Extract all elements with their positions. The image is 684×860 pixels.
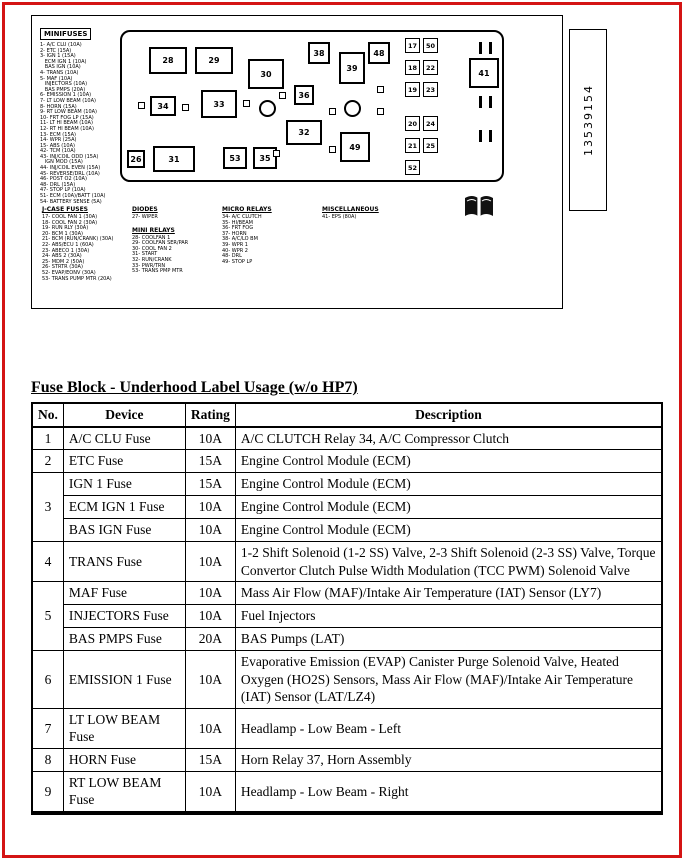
table-row [32, 427, 662, 450]
rating-cell: 15A [185, 473, 235, 496]
legend-line: 8- HORN (15A) [40, 103, 77, 110]
fuse-slot-17 [405, 38, 420, 53]
row-number-cell: 7 [32, 708, 63, 748]
desc-cell: Mass Air Flow (MAF)/Intake Air Temperature (IAT) Sensor (LY7) [235, 582, 662, 605]
legend-line: 36- FRT FOG [222, 225, 254, 232]
rating-cell: 10A [185, 542, 235, 582]
rating-cell: 20A [185, 628, 235, 651]
fuse-slot-label: 48 [373, 48, 385, 58]
row-number-cell: 6 [32, 651, 63, 709]
fuse-clip-icon [479, 42, 492, 54]
fuse-slot-label: 35 [259, 153, 271, 163]
row-number-cell: 1 [32, 427, 63, 450]
mini-slot-square [329, 146, 336, 153]
header-no: No. [32, 403, 63, 427]
diodes-minirelays-legend [132, 206, 218, 275]
row-number-cell: 4 [32, 542, 63, 582]
device-cell: IGN 1 Fuse [63, 473, 185, 496]
row-number-cell: 3 [32, 473, 63, 542]
legend-line: 46- POST O2 (10A) [40, 176, 87, 183]
legend-line: 41- EPS (80A) [322, 214, 357, 220]
fuse-slot-label: 32 [298, 128, 310, 137]
fuse-slot-22 [423, 60, 438, 75]
fuse-clip-icon [479, 130, 492, 142]
legend-line: 48- DRL (15A) [40, 181, 76, 188]
legend-line: 45- REVERSE/DRL (10A) [40, 170, 100, 177]
part-number-label [569, 29, 607, 211]
fuse-slot-label: 30 [260, 69, 272, 79]
legend-line: 20- BCM 1 (30A) [42, 230, 83, 237]
fuse-slot-39 [339, 52, 365, 84]
jcase-title: J-CASE FUSES [42, 206, 88, 213]
relay-circle [344, 100, 361, 117]
legend-line: 12- RT HI BEAM (10A) [40, 125, 94, 132]
legend-line: 53- TRANS PUMP MTR (20A) [42, 275, 112, 282]
legend-line: 47- STOP LP (10A) [40, 187, 86, 194]
fuse-slot-label: 20 [407, 119, 418, 128]
legend-line: 35- HI/BEAM [222, 219, 253, 226]
fuse-block-diagram [31, 15, 563, 309]
device-cell: LT LOW BEAM Fuse [63, 708, 185, 748]
legend-line: 43- INJ/COIL ODD (15A) [40, 153, 99, 160]
fuse-slot-52 [405, 160, 420, 175]
fuse-slot-label: 23 [425, 85, 436, 94]
legend-line: 22- ABS/ECU 1 (60A) [42, 241, 94, 248]
fuse-slot-18 [405, 60, 420, 75]
fuse-slot-48 [368, 42, 390, 64]
legend-line: 5- MAF (10A) [40, 75, 73, 82]
row-number-cell: 5 [32, 582, 63, 651]
fuse-slot-label: 31 [168, 154, 180, 164]
legend-line: IGN MOD (15A) [40, 159, 83, 166]
mini-slot-square [279, 92, 286, 99]
part-number-text: 13539154 [581, 84, 595, 156]
micro-relays-list [222, 215, 312, 265]
legend-line: 1- A/C CLU (10A) [40, 42, 82, 48]
fuse-table-body [32, 427, 662, 813]
fuse-slot-label: 53 [229, 153, 241, 163]
legend-line: 38- A/C/LO BM [222, 236, 258, 243]
desc-cell: BAS Pumps (LAT) [235, 628, 662, 651]
legend-line: 30- COOL FAN 2 [132, 245, 172, 252]
rating-cell: 10A [185, 496, 235, 519]
minifuse-legend [40, 21, 120, 205]
table-title: Fuse Block - Underhood Label Usage (w/o HP7) [31, 379, 358, 396]
table-row [32, 605, 662, 628]
fuse-slot-label: 21 [407, 141, 418, 150]
legend-line: 15- ABS (10A) [40, 142, 75, 149]
desc-cell: Horn Relay 37, Horn Assembly [235, 748, 662, 771]
rating-cell: 10A [185, 519, 235, 542]
legend-line: ECM IGN 1 (10A) [40, 58, 87, 65]
fuse-slot-29 [195, 47, 233, 74]
misc-list [322, 215, 412, 221]
table-header-row [32, 403, 662, 427]
fuse-slot-label: 22 [425, 63, 436, 72]
table-row [32, 496, 662, 519]
legend-line: 54- BATTERY SENSE (5A) [40, 198, 102, 205]
legend-line: 39- WPR 1 [222, 241, 248, 248]
fuse-slot-label: 50 [425, 41, 436, 50]
jcase-legend [42, 206, 130, 282]
misc-title: MISCELLANEOUS [322, 206, 379, 213]
rating-cell: 10A [185, 771, 235, 813]
legend-line: 4- TRANS (10A) [40, 69, 79, 76]
legend-line: 44- INJ/COIL EVEN (15A) [40, 165, 101, 172]
device-cell: ECM IGN 1 Fuse [63, 496, 185, 519]
header-device: Device [63, 403, 185, 427]
device-cell: TRANS Fuse [63, 542, 185, 582]
fuse-clip-icon [479, 96, 492, 108]
rating-cell: 10A [185, 651, 235, 709]
table-row [32, 450, 662, 473]
desc-cell: Engine Control Module (ECM) [235, 450, 662, 473]
fuse-slot-label: 25 [425, 141, 436, 150]
diodes-title: DIODES [132, 206, 158, 213]
fuse-usage-table [31, 402, 663, 815]
legend-line: 40- WPR 2 [222, 247, 248, 254]
fuse-slot-label: 52 [407, 163, 418, 172]
legend-line: 52- EVAP/EONV (30A) [42, 269, 96, 276]
fuse-slot-label: 29 [208, 56, 220, 65]
fuse-slot-32 [286, 120, 322, 145]
desc-cell: Fuel Injectors [235, 605, 662, 628]
fuse-slot-label: 34 [157, 101, 169, 111]
mini-relays-title: MINI RELAYS [132, 226, 175, 234]
fuse-slot-25 [423, 138, 438, 153]
fuse-slot-30 [248, 59, 284, 89]
row-number-cell: 9 [32, 771, 63, 813]
desc-cell: Engine Control Module (ECM) [235, 519, 662, 542]
minifuse-list [40, 43, 120, 205]
fuse-slot-38 [308, 42, 330, 64]
legend-line: 51- ECM (10A)/BATT (10A) [40, 193, 106, 200]
fuse-slot-20 [405, 116, 420, 131]
legend-line: 42- TCM (10A) [40, 148, 76, 155]
device-cell: INJECTORS Fuse [63, 605, 185, 628]
row-number-cell: 8 [32, 748, 63, 771]
fuse-slot-28 [149, 47, 187, 74]
header-rating: Rating [185, 403, 235, 427]
table-row [32, 519, 662, 542]
fuse-slot-label: 24 [425, 119, 436, 128]
desc-cell: Engine Control Module (ECM) [235, 496, 662, 519]
table-row [32, 771, 662, 813]
fuse-slot-label: 39 [346, 63, 358, 73]
desc-cell: A/C CLUTCH Relay 34, A/C Compressor Clutch [235, 427, 662, 450]
relay-circle [259, 100, 276, 117]
page [2, 2, 682, 858]
rating-cell: 10A [185, 605, 235, 628]
fuse-slot-23 [423, 82, 438, 97]
legend-line: 33- PWR/TRN [132, 262, 166, 269]
rating-cell: 10A [185, 708, 235, 748]
legend-line: 34- A/C CLUTCH [222, 214, 262, 220]
legend-line: 9- RT LOW BEAM (10A) [40, 109, 98, 116]
legend-line: 53- TRANS PMP MTR [132, 268, 183, 275]
device-cell: HORN Fuse [63, 748, 185, 771]
legend-line: 49- STOP LP [222, 258, 253, 265]
legend-line: 23- ABECO 1 (30A) [42, 247, 90, 254]
minifuses-title: MINIFUSES [40, 28, 91, 40]
fuse-slot-19 [405, 82, 420, 97]
micro-relays-title: MICRO RELAYS [222, 206, 272, 213]
legend-line: 2- ETC (15A) [40, 47, 72, 54]
row-number-cell: 2 [32, 450, 63, 473]
device-cell: MAF Fuse [63, 582, 185, 605]
table-row [32, 582, 662, 605]
table-row [32, 708, 662, 748]
rating-cell: 15A [185, 748, 235, 771]
legend-line: 24- ABS 2 (30A) [42, 253, 82, 260]
fuse-slot-41 [469, 58, 499, 88]
device-cell: EMISSION 1 Fuse [63, 651, 185, 709]
mini-slot-square [329, 108, 336, 115]
desc-cell: Headlamp - Low Beam - Right [235, 771, 662, 813]
fuse-slot-36 [294, 85, 314, 105]
micro-relays-legend [222, 206, 312, 265]
legend-line: 19- RUN RLY (30A) [42, 225, 89, 232]
device-cell: RT LOW BEAM Fuse [63, 771, 185, 813]
desc-cell: Evaporative Emission (EVAP) Canister Purge Solenoid Valve, Heated Oxygen (HO2S) Sensors, Mass Air Flow (MAF)/Intake Air Temperature (IAT) Sensor (LAT/LZ4) [235, 651, 662, 709]
fuse-slot-label: 28 [162, 56, 174, 65]
fuse-slot-label: 17 [407, 41, 418, 50]
legend-line: 48- DRL [222, 253, 242, 260]
legend-line: 27- WIPER [132, 214, 158, 220]
legend-line: 11- LT HI BEAM (10A) [40, 120, 93, 127]
mini-slot-square [182, 104, 189, 111]
legend-line: INJECTORS (10A) [40, 81, 88, 88]
fuse-slot-53 [223, 147, 247, 169]
mini-slot-square [377, 108, 384, 115]
fuse-slot-label: 33 [213, 99, 225, 109]
legend-line: BAS IGN (10A) [40, 64, 81, 71]
mini-slot-square [273, 150, 280, 157]
rating-cell: 15A [185, 450, 235, 473]
fuse-slot-26 [127, 150, 145, 168]
desc-cell: Engine Control Module (ECM) [235, 473, 662, 496]
legend-line: 28- COOLFAN 1 [132, 234, 171, 241]
fuse-slot-49 [340, 132, 370, 162]
fuse-slot-label: 41 [478, 68, 490, 78]
rating-cell: 10A [185, 582, 235, 605]
fuse-slot-label: 26 [130, 154, 142, 164]
desc-cell: 1-2 Shift Solenoid (1-2 SS) Valve, 2-3 Shift Solenoid (2-3 SS) Valve, Torque Convertor Clutch Pulse Width Modulation (TCC PWM) Solenoid Valve [235, 542, 662, 582]
fuse-slot-label: 19 [407, 85, 418, 94]
fuse-slot-21 [405, 138, 420, 153]
legend-line: 3- IGN 1 (15A) [40, 53, 76, 60]
legend-line: 29- COOLFAN SER/PAR [132, 240, 189, 247]
table-row [32, 748, 662, 771]
legend-line: 10- FRT FOG LP (15A) [40, 114, 94, 121]
legend-line: 21- BCM (RUN/CRANK) (30A) [42, 236, 114, 243]
legend-line: 31- START [132, 251, 158, 258]
table-row [32, 542, 662, 582]
fuse-slot-50 [423, 38, 438, 53]
legend-line: 6- EMISSION 1 (10A) [40, 92, 92, 99]
legend-line: 13- ECM (15A) [40, 131, 76, 138]
rating-cell: 10A [185, 427, 235, 450]
fuse-slot-33 [201, 90, 237, 118]
fuse-slot-31 [153, 146, 195, 172]
misc-legend [322, 206, 412, 221]
jcase-list [42, 215, 130, 282]
fuse-slot-label: 18 [407, 63, 418, 72]
device-cell: A/C CLU Fuse [63, 427, 185, 450]
fuse-slot-24 [423, 116, 438, 131]
legend-line: BAS PMPS (20A) [40, 86, 86, 93]
legend-line: 18- COOL FAN 2 (30A) [42, 219, 98, 226]
table-row [32, 651, 662, 709]
mini-slot-square [138, 102, 145, 109]
table-row [32, 473, 662, 496]
mini-slot-square [243, 100, 250, 107]
header-description: Description [235, 403, 662, 427]
fuse-slot-label: 38 [313, 48, 325, 58]
legend-line: 32- RUN/CRANK [132, 256, 172, 263]
legend-line: 37- HORN [222, 230, 247, 237]
legend-line: 25- MDM 2 (50A) [42, 258, 85, 265]
fuse-slot-34 [150, 96, 176, 116]
device-cell: BAS IGN Fuse [63, 519, 185, 542]
book-icon [462, 194, 496, 220]
legend-line: 17- COOL FAN 1 (30A) [42, 214, 98, 220]
fuse-slot-label: 36 [298, 90, 310, 100]
legend-line: 26- STRTR (30A) [42, 264, 83, 271]
table-row [32, 628, 662, 651]
mini-slot-square [377, 86, 384, 93]
device-cell: BAS PMPS Fuse [63, 628, 185, 651]
fuse-slot-label: 49 [349, 142, 361, 152]
desc-cell: Headlamp - Low Beam - Left [235, 708, 662, 748]
legend-line: 14- WPR (25A) [40, 137, 77, 144]
device-cell: ETC Fuse [63, 450, 185, 473]
mini-relays-list [132, 236, 218, 275]
legend-line: 7- LT LOW BEAM (10A) [40, 97, 96, 104]
